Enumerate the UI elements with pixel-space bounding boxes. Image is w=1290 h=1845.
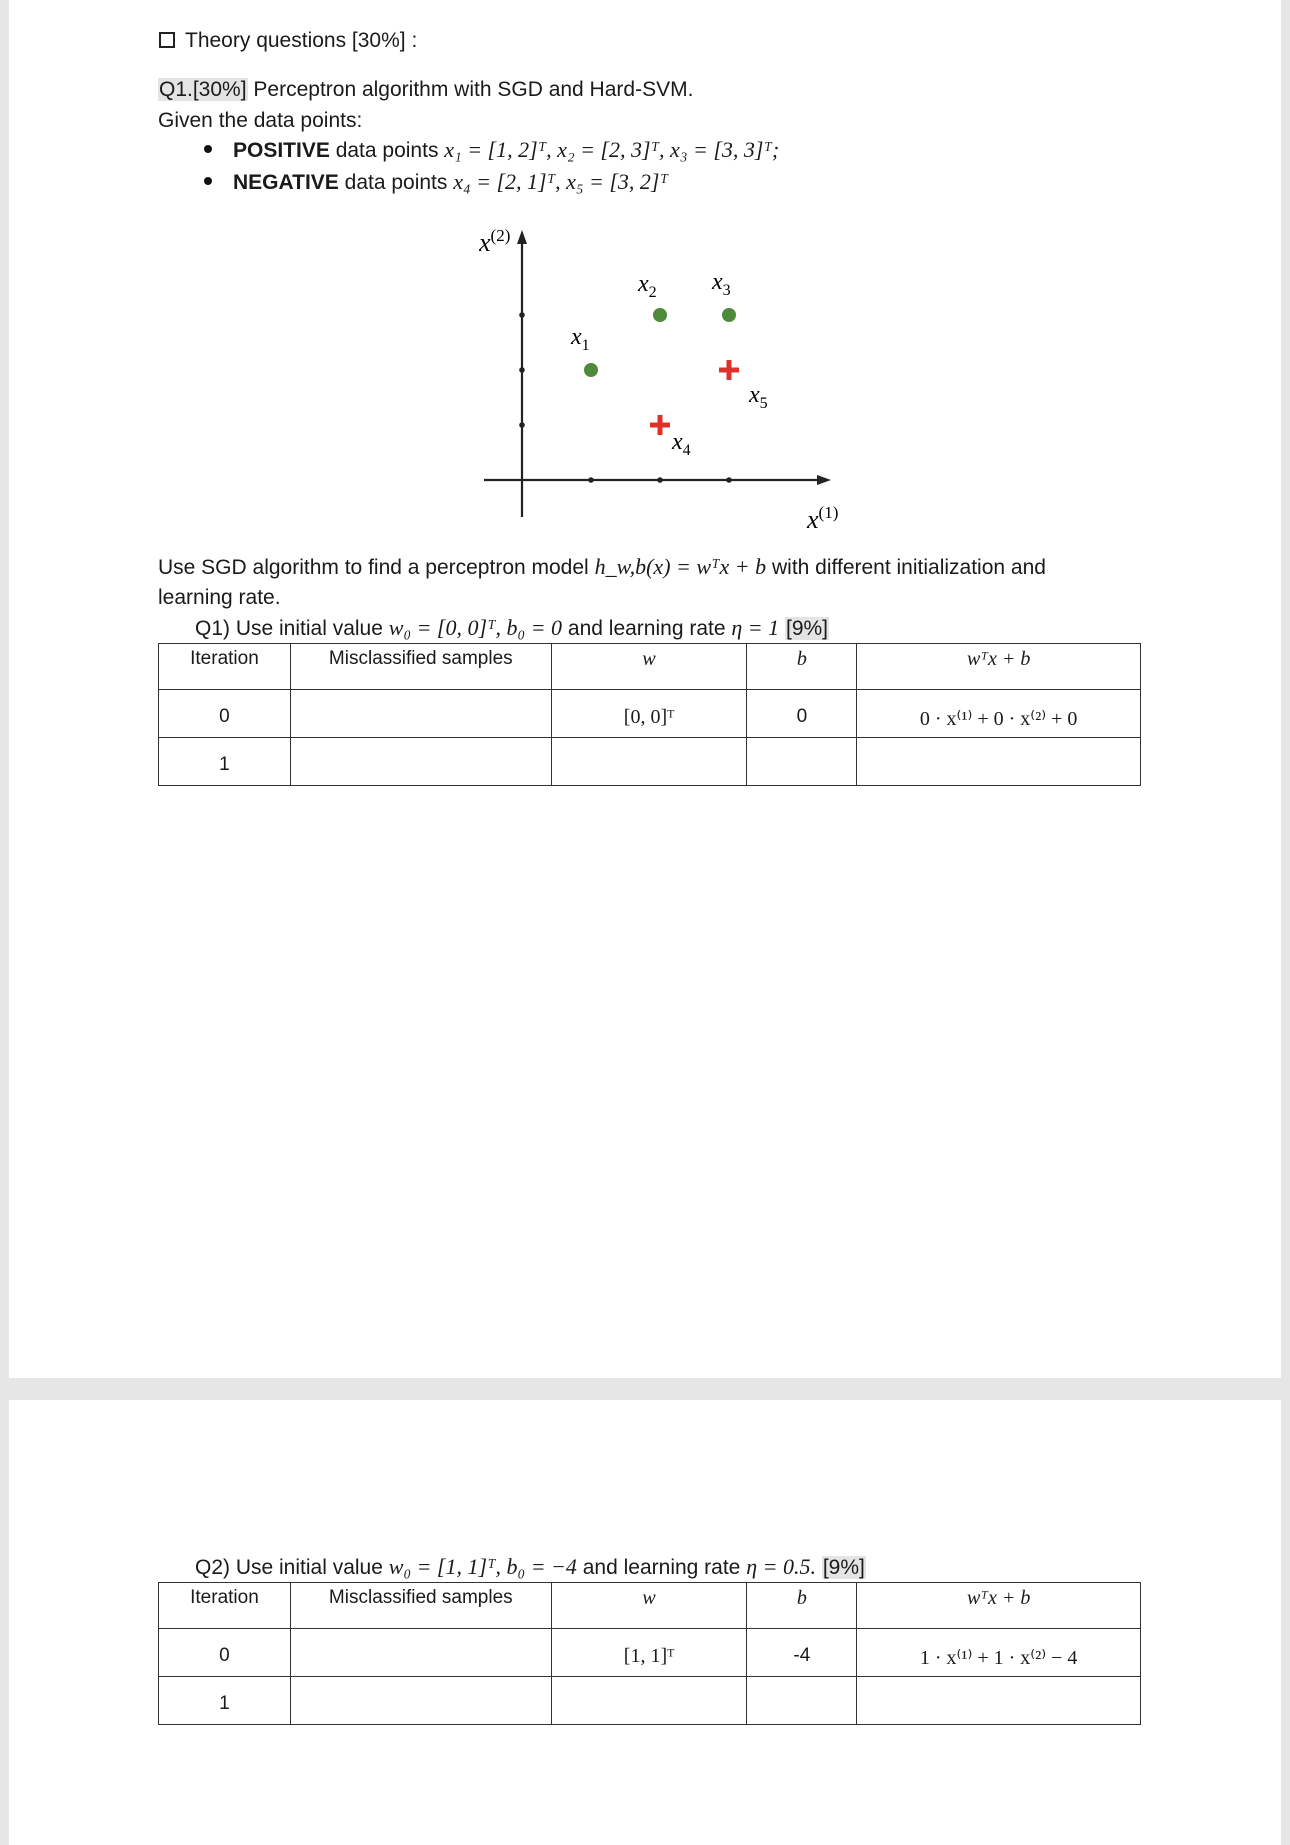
cell-b[interactable] <box>747 738 857 786</box>
q1-init-math: w₀ = [0, 0]ᵀ, b₀ = 0 <box>388 615 563 640</box>
cell-expression[interactable]: 0 · x⁽¹⁾ + 0 · x⁽²⁾ + 0 <box>857 690 1141 738</box>
positive-point-x3 <box>722 308 736 322</box>
header-misclassified: Misclassified samples <box>290 644 551 690</box>
positive-points <box>233 139 779 161</box>
q1-rate-math: η = 1 <box>731 615 780 640</box>
question-label: Q1.[30%] <box>159 78 247 101</box>
header-iteration: Iteration <box>159 1583 291 1629</box>
table-row <box>159 1677 1141 1725</box>
q1-weight: [9%] <box>785 617 829 640</box>
table-header-row <box>159 1583 1141 1629</box>
negative-points <box>233 171 668 193</box>
negative-math: x₄ = [2, 1]ᵀ, x₅ = [3, 2]ᵀ <box>453 169 668 194</box>
point-label-x3: $x_3$ <box>712 269 731 299</box>
x-tick <box>588 477 594 483</box>
q2-init-math: w₀ = [1, 1]ᵀ, b₀ = −4 <box>388 1554 577 1579</box>
header-expression: wᵀx + b <box>857 1583 1141 1629</box>
page-1 <box>9 0 1281 1378</box>
table-row <box>159 1629 1141 1677</box>
table-row <box>159 738 1141 786</box>
header-expression: wᵀx + b <box>857 644 1141 690</box>
given-text: Given the data points: <box>158 109 363 132</box>
cell-expression[interactable] <box>857 1677 1141 1725</box>
header-b: b <box>747 644 857 690</box>
header-w: w <box>551 1583 747 1629</box>
negative-label: NEGATIVE <box>233 171 339 194</box>
cell-iteration: 0 <box>159 690 291 738</box>
q1-prompt: Q1) Use initial value w₀ = [0, 0]ᵀ, b₀ = 0 and learning rate η = 1 [9%] <box>195 615 829 640</box>
q1-table <box>158 643 1141 786</box>
x-tick <box>726 477 732 483</box>
y-tick <box>519 312 525 318</box>
checkbox-icon <box>159 32 175 48</box>
cell-b[interactable]: 0 <box>747 690 857 738</box>
cell-misclassified[interactable] <box>290 690 551 738</box>
cell-w[interactable] <box>551 1677 747 1725</box>
y-tick <box>519 422 525 428</box>
cell-expression[interactable] <box>857 738 1141 786</box>
positive-text: data points <box>335 139 439 162</box>
q2-table <box>158 1582 1141 1725</box>
point-label-x2: $x_2$ <box>638 271 657 301</box>
cell-w[interactable]: [1, 1]ᵀ <box>551 1629 747 1677</box>
negative-point-x4 <box>650 415 670 435</box>
y-tick <box>519 367 525 373</box>
cell-misclassified[interactable] <box>290 738 551 786</box>
table-row <box>159 690 1141 738</box>
point-label-x1: $x_1$ <box>571 324 590 354</box>
header-misclassified: Misclassified samples <box>290 1583 551 1629</box>
cell-misclassified[interactable] <box>290 1677 551 1725</box>
cell-iteration: 1 <box>159 738 291 786</box>
q2-prompt: Q2) Use initial value w₀ = [1, 1]ᵀ, b₀ = −4 and learning rate η = 0.5. [9%] <box>195 1554 865 1579</box>
cell-iteration: 1 <box>159 1677 291 1725</box>
header-iteration: Iteration <box>159 644 291 690</box>
y-axis-label: $x^{(2)}$ <box>479 226 511 257</box>
negative-text: data points <box>344 171 448 194</box>
bullet-icon <box>204 145 212 153</box>
section-title: Theory questions [30%] : <box>159 30 417 51</box>
sgd-model-math: h_w,b(x) = wᵀx + b <box>594 554 767 579</box>
cell-w[interactable] <box>551 738 747 786</box>
negative-point-x5 <box>719 360 739 380</box>
cell-w[interactable]: [0, 0]ᵀ <box>551 690 747 738</box>
x-axis-arrow-icon <box>817 475 831 485</box>
cell-misclassified[interactable] <box>290 1629 551 1677</box>
point-label-x4: $x_4$ <box>672 429 691 459</box>
y-axis-arrow-icon <box>517 230 527 244</box>
bullet-icon <box>204 177 212 185</box>
sgd-intro-line1: Use SGD algorithm to find a perceptron model h_w,b(x) = wᵀx + b with different initialization and <box>158 554 1046 579</box>
table-header-row <box>159 644 1141 690</box>
positive-point-x1 <box>584 363 598 377</box>
header-b: b <box>747 1583 857 1629</box>
sgd-intro-line2: learning rate. <box>158 586 281 609</box>
q2-weight: [9%] <box>822 1556 865 1579</box>
question-title: Perceptron algorithm with SGD and Hard-SVM. <box>253 78 694 101</box>
header-w: w <box>551 644 747 690</box>
positive-label: POSITIVE <box>233 139 330 162</box>
q2-rate-math: η = 0.5. <box>746 1554 816 1579</box>
positive-math: x₁ = [1, 2]ᵀ, x₂ = [2, 3]ᵀ, x₃ = [3, 3]ᵀ; <box>444 137 780 162</box>
cell-expression[interactable]: 1 · x⁽¹⁾ + 1 · x⁽²⁾ − 4 <box>857 1629 1141 1677</box>
x-axis-label: $x^{(1)}$ <box>807 503 839 534</box>
x-tick <box>657 477 663 483</box>
cell-iteration: 0 <box>159 1629 291 1677</box>
question-heading <box>158 79 693 100</box>
cell-b[interactable]: -4 <box>747 1629 857 1677</box>
scatter-plot <box>479 225 859 535</box>
positive-point-x2 <box>653 308 667 322</box>
point-label-x5: $x_5$ <box>749 382 768 412</box>
cell-b[interactable] <box>747 1677 857 1725</box>
page-2 <box>9 1400 1281 1845</box>
